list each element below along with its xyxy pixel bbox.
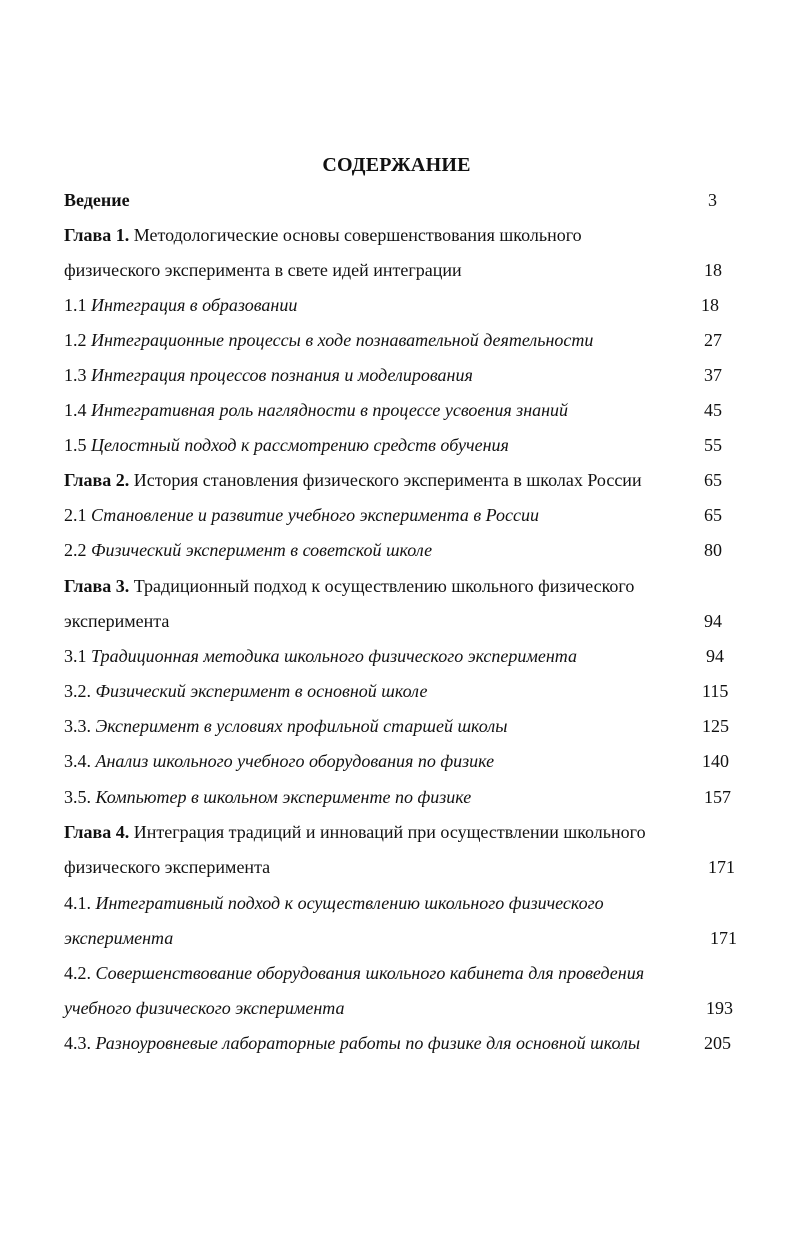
section-title: Целостный подход к рассмотрению средств обучения: [86, 435, 509, 455]
toc-page-number: 140: [702, 751, 729, 771]
section-title: Компьютер в школьном эксперименте по физике: [91, 787, 472, 807]
chapter-label: Глава 2.: [64, 470, 130, 490]
section-title: Эксперимент в условиях профильной старшей школы: [91, 716, 508, 736]
toc-entry-4-3: [64, 1033, 640, 1054]
toc-page-number: 55: [704, 435, 722, 455]
section-title: Интегративный подход к осуществлению школьного физического: [91, 893, 604, 913]
toc-page-number: 3: [708, 190, 717, 210]
toc-page-number: 65: [704, 505, 722, 525]
chapter-label: Глава 4.: [64, 822, 130, 842]
section-title: Физический эксперимент в основной школе: [91, 681, 428, 701]
toc-page-number: 27: [704, 330, 722, 350]
toc-page-number: 18: [704, 260, 722, 280]
section-title: Анализ школьного учебного оборудования по физике: [91, 751, 495, 771]
toc-entry-4-2-cont: [64, 998, 345, 1019]
section-number: 1.5: [64, 435, 87, 455]
toc-entry-chapter-4-cont: [64, 857, 270, 878]
chapter-title: Интеграция традиций и инноваций при осуществлении школьного: [129, 822, 646, 842]
toc-page-number: 205: [704, 1033, 731, 1053]
section-title-cont: учебного физического эксперимента: [64, 998, 345, 1018]
chapter-title-cont: эксперимента: [64, 611, 170, 631]
toc-entry-1-2: [64, 330, 593, 351]
toc-page-number: 37: [704, 365, 722, 385]
toc-page-number: 45: [704, 400, 722, 420]
toc-entry-1-1: [64, 295, 297, 316]
section-number: 4.3.: [64, 1033, 91, 1053]
section-title: Становление и развитие учебного эксперимента в России: [86, 505, 539, 525]
chapter-title: Методологические основы совершенствования школьного: [129, 225, 582, 245]
toc-entry-chapter-1-cont: [64, 260, 462, 281]
section-number: 4.1.: [64, 893, 91, 913]
section-number: 1.2: [64, 330, 87, 350]
section-number: 2.2: [64, 540, 87, 560]
toc-entry-2-2: [64, 540, 432, 561]
section-title: Традиционная методика школьного физического эксперимента: [86, 646, 577, 666]
chapter-title-cont: физического эксперимента: [64, 857, 271, 877]
toc-page-number: 171: [708, 857, 735, 877]
toc-entry-chapter-2: [64, 470, 642, 491]
section-title: Интеграция процессов познания и моделирования: [86, 365, 473, 385]
toc-entry-1-5: [64, 435, 509, 456]
section-number: 3.4.: [64, 751, 91, 771]
toc-page-number: 80: [704, 540, 722, 560]
toc-page-number: 94: [704, 611, 722, 631]
section-title-cont: эксперимента: [64, 928, 174, 948]
section-number: 1.3: [64, 365, 87, 385]
toc-page-number: 94: [706, 646, 724, 666]
toc-page-number: 115: [702, 681, 729, 701]
toc-entry-chapter-1: [64, 225, 582, 246]
toc-entry-1-4: [64, 400, 568, 421]
section-number: 3.2.: [64, 681, 91, 701]
section-number: 4.2.: [64, 963, 91, 983]
section-number: 3.1: [64, 646, 87, 666]
toc-entry-3-4: [64, 751, 494, 772]
toc-entry-4-1: [64, 893, 604, 914]
chapter-title-cont: физического эксперимента в свете идей интеграции: [64, 260, 462, 280]
toc-page-number: 65: [704, 470, 722, 490]
section-number: 1.1: [64, 295, 87, 315]
toc-page-number: 157: [704, 787, 731, 807]
toc-entry-2-1: [64, 505, 539, 526]
section-title: Интеграционные процессы в ходе познавательной деятельности: [86, 330, 594, 350]
toc-page-number: 18: [701, 295, 719, 315]
chapter-title: История становления физического эксперимента в школах России: [129, 470, 642, 490]
toc-page-number: 171: [710, 928, 737, 948]
toc-entry-chapter-3-cont: [64, 611, 169, 632]
toc-entry-4-1-cont: [64, 928, 173, 949]
toc-entry-intro: [64, 190, 130, 211]
section-number: 1.4: [64, 400, 87, 420]
toc-entry-3-5: [64, 787, 471, 808]
toc-entry-3-3: [64, 716, 507, 737]
section-title: Разноуровневые лабораторные работы по физике для основной школы: [91, 1033, 641, 1053]
toc-entry-4-2: [64, 963, 644, 984]
chapter-label: Глава 1.: [64, 225, 130, 245]
section-title: Физический эксперимент в советской школе: [86, 540, 433, 560]
section-number: 3.3.: [64, 716, 91, 736]
page-title: СОДЕРЖАНИЕ: [322, 154, 471, 176]
toc-entry-chapter-4: [64, 822, 646, 843]
toc-page-number: 125: [702, 716, 729, 736]
toc-entry-label: Ведение: [64, 190, 130, 210]
section-number: 2.1: [64, 505, 87, 525]
chapter-title: Традиционный подход к осуществлению школьного физического: [129, 576, 635, 596]
toc-entry-chapter-3: [64, 576, 634, 597]
chapter-label: Глава 3.: [64, 576, 130, 596]
section-number: 3.5.: [64, 787, 91, 807]
toc-entry-3-1: [64, 646, 577, 667]
section-title: Совершенствование оборудования школьного кабинета для проведения: [91, 963, 645, 983]
toc-page-number: 193: [706, 998, 733, 1018]
toc-entry-3-2: [64, 681, 427, 702]
section-title: Интегративная роль наглядности в процессе усвоения знаний: [86, 400, 569, 420]
section-title: Интеграция в образовании: [86, 295, 298, 315]
toc-entry-1-3: [64, 365, 473, 386]
